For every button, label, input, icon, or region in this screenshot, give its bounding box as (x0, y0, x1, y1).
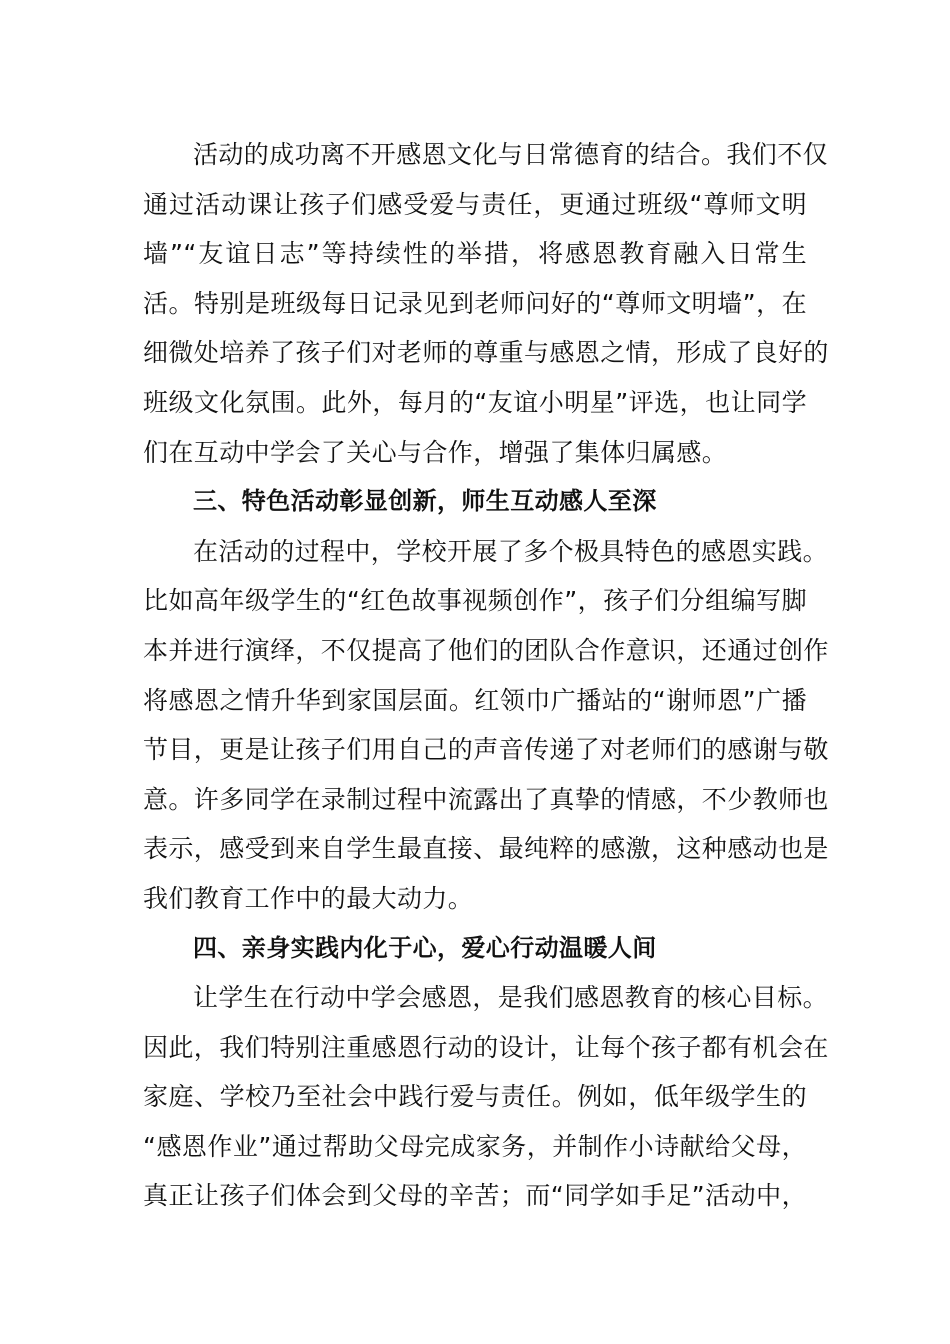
paragraph-line: 意。许多同学在录制过程中流露出了真挚的情感，不少教师也 (143, 784, 829, 814)
paragraph-line: 在活动的过程中，学校开展了多个极具特色的感恩实践。 (193, 536, 829, 566)
paragraph-line: “感恩作业”通过帮助父母完成家务，并制作小诗献给父母， (143, 1131, 807, 1161)
paragraph-line: 活。特别是班级每日记录见到老师问好的“尊师文明墙”，在 (143, 288, 807, 318)
paragraph-line: 活动的成功离不开感恩文化与日常德育的结合。我们不仅 (193, 140, 829, 169)
paragraph-line: 我们教育工作中的最大动力。 (143, 883, 474, 913)
paragraph-line: 家庭、学校乃至社会中践行爱与责任。例如，低年级学生的 (143, 1082, 807, 1112)
paragraph-line: 因此，我们特别注重感恩行动的设计，让每个孩子都有机会在 (143, 1032, 829, 1062)
section-heading-3: 三、特色活动彰显创新，师生互动感人至深 (193, 487, 657, 516)
paragraph-line: 表示，感受到来自学生最直接、最纯粹的感激，这种感动也是 (143, 834, 829, 864)
paragraph-line: 本并进行演绎，不仅提高了他们的团队合作意识，还通过创作 (143, 635, 829, 665)
paragraph-line: 节目，更是让孩子们用自己的声音传递了对老师们的感谢与敬 (143, 735, 829, 765)
document-body (143, 130, 829, 1221)
paragraph-line: 班级文化氛围。此外，每月的“友谊小明星”评选，也让同学 (143, 387, 807, 417)
paragraph-line: 通过活动课让孩子们感受爱与责任，更通过班级“尊师文明 (143, 189, 807, 219)
section-heading-4: 四、亲身实践内化于心，爱心行动温暖人间 (193, 933, 657, 962)
paragraph-line: 比如高年级学生的“红色故事视频创作”，孩子们分组编写脚 (143, 586, 807, 616)
paragraph-line: 将感恩之情升华到家国层面。红领巾广播站的“谢师恩”广播 (143, 685, 807, 715)
paragraph-line: 真正让孩子们体会到父母的辛苦；而“同学如手足”活动中， (143, 1181, 807, 1211)
paragraph-line: 们在互动中学会了关心与合作，增强了集体归属感。 (143, 437, 728, 467)
paragraph-line: 让学生在行动中学会感恩，是我们感恩教育的核心目标。 (193, 983, 829, 1013)
paragraph-line: 细微处培养了孩子们对老师的尊重与感恩之情，形成了良好的 (143, 338, 829, 368)
paragraph-line: 墙”“友谊日志”等持续性的举措，将感恩教育融入日常生 (143, 239, 807, 269)
